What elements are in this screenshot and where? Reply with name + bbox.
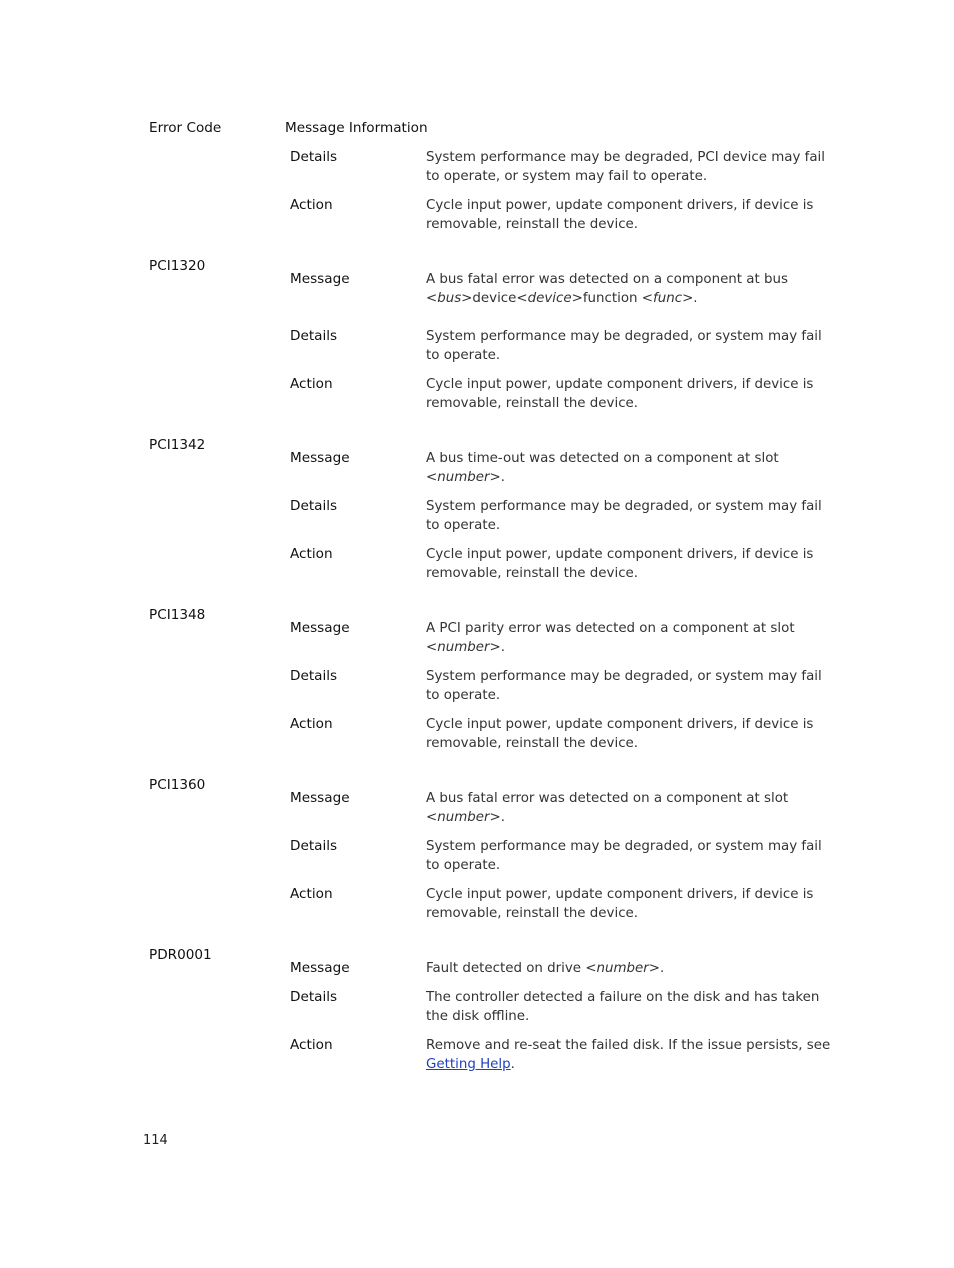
action-label: Action (290, 886, 333, 902)
message-information-header: Message Information (285, 120, 428, 136)
details-label: Details (290, 838, 338, 854)
action-label: Action (290, 716, 333, 732)
message-label: Message (290, 271, 350, 287)
action-label: Action (290, 1037, 333, 1053)
details-label: Details (290, 989, 338, 1005)
action-label: Action (290, 546, 333, 562)
details-text: System performance may be degraded, or system may fail to operate. (426, 839, 822, 873)
message-text: A bus fatal error was detected on a component at slot <number>. (426, 791, 789, 825)
error-code-pci1320: PCI1320 (149, 258, 206, 274)
error-code-pci1342: PCI1342 (149, 437, 206, 453)
action-text: Cycle input power, update component drivers, if device is removable, reinstall the device. (426, 887, 814, 921)
action-label: Action (290, 376, 333, 392)
page-number: 114 (143, 1133, 168, 1148)
details-label: Details (290, 498, 338, 514)
action-label: Action (290, 197, 333, 213)
details-text: System performance may be degraded, or system may fail to operate. (426, 329, 822, 363)
message-label: Message (290, 620, 350, 636)
message-text: A bus time-out was detected on a component at slot <number>. (426, 451, 779, 485)
action-text: Cycle input power, update component drivers, if device is removable, reinstall the device. (426, 198, 814, 232)
message-label: Message (290, 790, 350, 806)
details-text: System performance may be degraded, or system may fail to operate. (426, 669, 822, 703)
error-code-pci1360: PCI1360 (149, 777, 206, 793)
error-code-header: Error Code (149, 120, 222, 136)
action-text: Remove and re-seat the failed disk. If the issue persists, see Getting Help. (426, 1038, 831, 1072)
action-text: Cycle input power, update component drivers, if device is removable, reinstall the device. (426, 377, 814, 411)
details-label: Details (290, 328, 338, 344)
details-text: System performance may be degraded, or system may fail to operate. (426, 499, 822, 533)
error-code-pdr0001: PDR0001 (149, 947, 212, 963)
message-text: Fault detected on drive <number>. (426, 961, 665, 976)
error-code-pci1348: PCI1348 (149, 607, 206, 623)
message-label: Message (290, 450, 350, 466)
message-label: Message (290, 960, 350, 976)
action-text: Cycle input power, update component drivers, if device is removable, reinstall the device. (426, 717, 814, 751)
getting-help-link[interactable]: Getting Help (426, 1057, 511, 1072)
action-text: Cycle input power, update component drivers, if device is removable, reinstall the device. (426, 547, 814, 581)
details-label: Details (290, 149, 338, 165)
details-text: The controller detected a failure on the disk and has taken the disk offline. (426, 990, 820, 1024)
details-text: System performance may be degraded, PCI device may fail to operate, or system may fail to operate. (426, 150, 825, 184)
details-label: Details (290, 668, 338, 684)
message-text: A bus fatal error was detected on a component at bus <bus>device<device>function <func>. (426, 272, 788, 306)
message-text: A PCI parity error was detected on a component at slot <number>. (426, 621, 795, 655)
